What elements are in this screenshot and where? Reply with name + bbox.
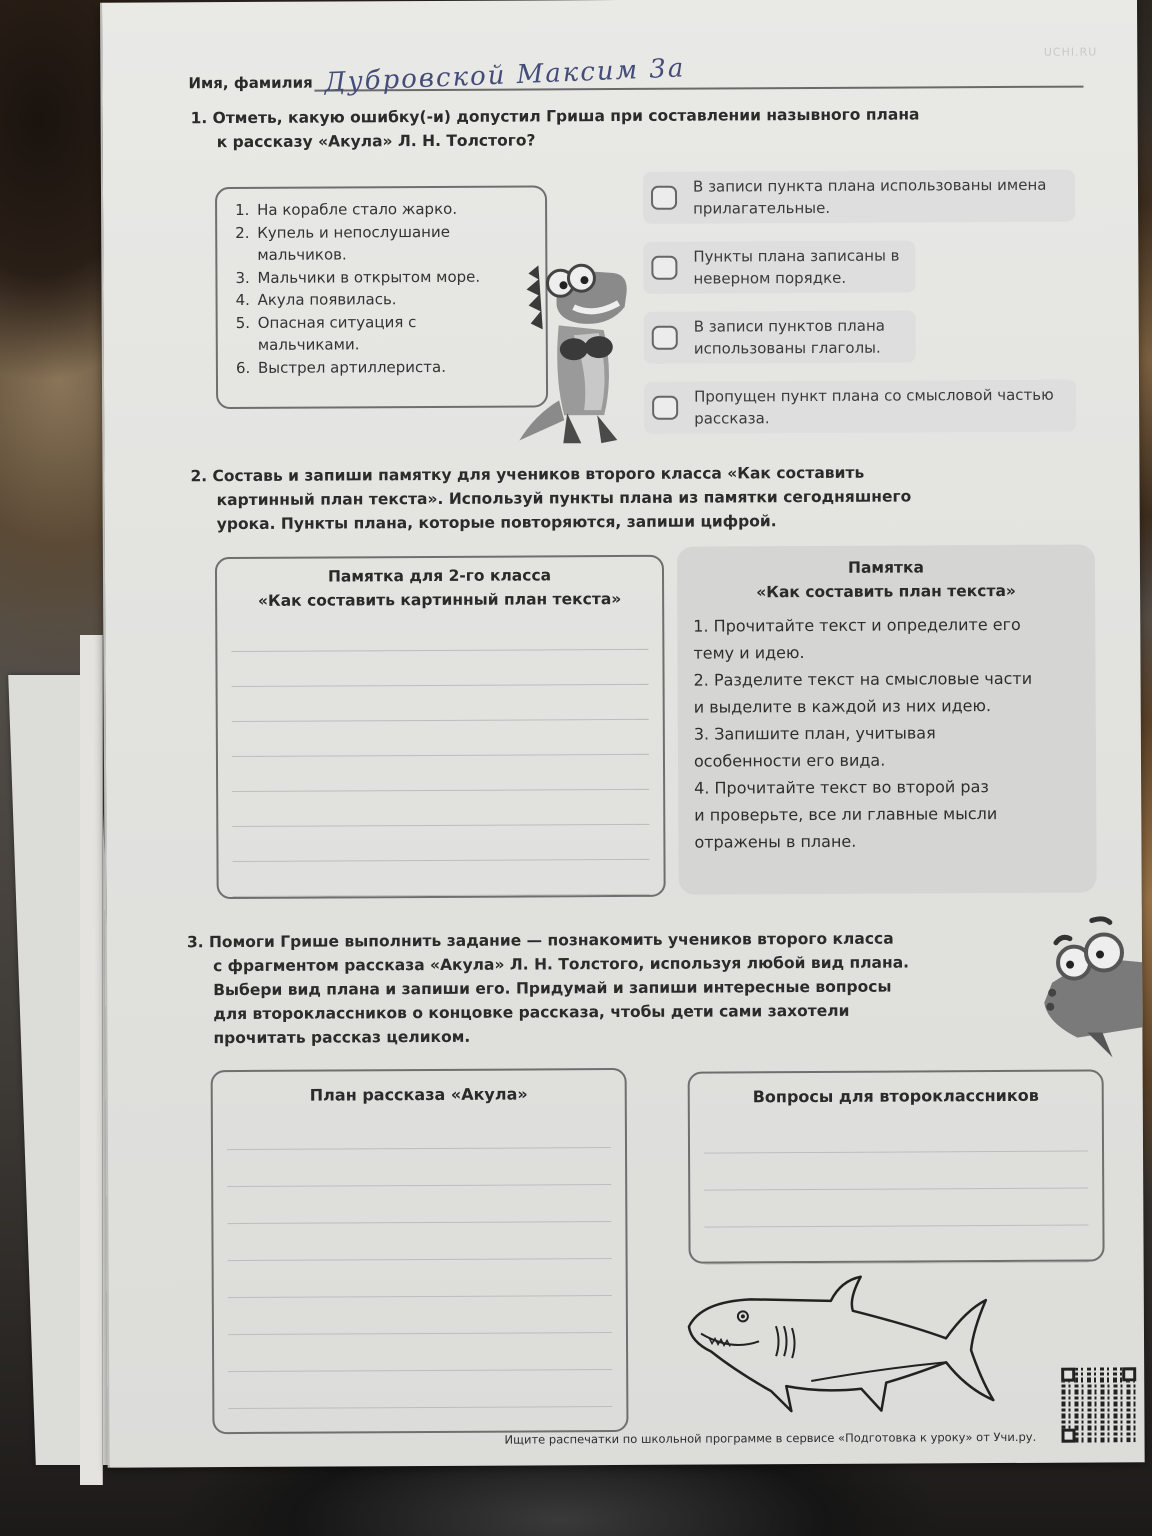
option-label: Пункты плана записаны в неверном порядке. bbox=[693, 246, 900, 288]
plan-item bbox=[236, 355, 546, 379]
task-1-line: Отметь, какую ошибку(-и) допустил Гриша при составлении назывного плана bbox=[212, 105, 920, 128]
qr-finder-icon bbox=[1061, 1429, 1075, 1443]
option-checkbox[interactable] bbox=[652, 396, 678, 420]
task-3-line: для второклассников о концовке рассказа, чтобы дети сами захотели bbox=[213, 1001, 850, 1024]
plan-item bbox=[236, 287, 546, 311]
memo-title-line: Памятка bbox=[847, 558, 925, 577]
answer-option[interactable] bbox=[643, 240, 915, 293]
answer-option[interactable] bbox=[644, 310, 916, 363]
memo-line: отражены в плане. bbox=[694, 831, 857, 852]
plan-item-number: 4. bbox=[235, 290, 250, 310]
underlying-sheet-edge bbox=[80, 635, 103, 1485]
writing-line[interactable] bbox=[704, 1152, 1088, 1191]
grisha-plan-box bbox=[215, 185, 548, 409]
name-row bbox=[188, 53, 1083, 98]
task-3-line: Помоги Грише выполнить задание — познакомить учеников второго класса bbox=[208, 929, 894, 952]
writing-line[interactable] bbox=[228, 1259, 612, 1298]
memo-line: и выделите в каждой из них идею. bbox=[693, 696, 992, 717]
option-checkbox[interactable] bbox=[651, 256, 677, 280]
plan-item-text: Опасная ситуация с мальчиками. bbox=[257, 312, 417, 354]
memo-2nd-grade-box bbox=[215, 555, 666, 899]
plan-writing-lines[interactable] bbox=[213, 1103, 627, 1409]
writing-line[interactable] bbox=[232, 755, 649, 792]
name-field[interactable] bbox=[315, 53, 1084, 98]
writing-line[interactable] bbox=[227, 1185, 611, 1224]
plan-item bbox=[235, 197, 545, 221]
peeking-mascot-icon bbox=[1032, 912, 1143, 1063]
answer-option[interactable] bbox=[644, 380, 1076, 434]
writing-line[interactable] bbox=[232, 825, 649, 862]
task-3-line: Выбери вид плана и запиши его. Придумай и запиши интересные вопросы bbox=[213, 977, 892, 1000]
name-label: Имя, фамилия bbox=[188, 73, 313, 93]
writing-line[interactable] bbox=[227, 1222, 611, 1261]
qr-finder-icon bbox=[1061, 1368, 1075, 1382]
answer-option[interactable] bbox=[643, 170, 1075, 224]
plan-item-number: 2. bbox=[235, 223, 250, 242]
task-2-line: картинный план текста». Используй пункты плана из памятки сегодняшнего bbox=[216, 487, 912, 510]
task-1-line: к рассказу «Акула» Л. Н. Толстого? bbox=[216, 131, 536, 152]
memo-line: 3. Запишите план, учитывая bbox=[693, 723, 936, 744]
memo-title-line: «Как составить план текста» bbox=[756, 581, 1016, 602]
task-1-number: 1. bbox=[190, 109, 208, 128]
crocodile-mascot-icon bbox=[518, 245, 639, 446]
plan-item-number: 5. bbox=[235, 313, 251, 332]
plan-item-number: 6. bbox=[235, 358, 251, 377]
task-2-line: Составь и запиши памятку для учеников второго класса «Как составить bbox=[212, 463, 865, 486]
task-2-line: урока. Пункты плана, которые повторяются, запиши цифрой. bbox=[216, 512, 777, 534]
task-3-prompt bbox=[187, 926, 1048, 1051]
plan-item-text: Акула появилась. bbox=[257, 290, 397, 309]
task-3-line: с фрагментом рассказа «Акула» Л. Н. Толстого, используя любой вид плана. bbox=[213, 953, 910, 976]
writing-line[interactable] bbox=[228, 1370, 612, 1409]
memo-2nd-grade-title bbox=[217, 557, 662, 613]
task-2-prompt bbox=[190, 460, 1090, 537]
reference-memo-steps bbox=[693, 611, 1080, 856]
writing-line[interactable] bbox=[231, 650, 648, 687]
writing-line[interactable] bbox=[228, 1296, 612, 1335]
plan-item bbox=[236, 310, 546, 357]
option-label: В записи пункта плана использованы имена прилагательные. bbox=[692, 175, 1047, 218]
memo-line: 4. Прочитайте текст во второй раз bbox=[694, 777, 989, 798]
plan-item-text: Купель и непослушание мальчиков. bbox=[257, 222, 450, 264]
memo-line: особенности его вида. bbox=[693, 750, 886, 771]
option-checkbox[interactable] bbox=[652, 326, 678, 350]
reference-memo-panel bbox=[677, 545, 1097, 895]
reference-memo-title bbox=[693, 555, 1079, 605]
writing-line[interactable] bbox=[228, 1333, 612, 1372]
qr-finder-icon bbox=[1122, 1367, 1136, 1381]
writing-line[interactable] bbox=[232, 720, 649, 757]
plan-item-text: На корабле стало жарко. bbox=[257, 199, 458, 219]
questions-writing-lines[interactable] bbox=[690, 1104, 1103, 1264]
answer-options bbox=[643, 170, 1094, 444]
writing-line[interactable] bbox=[704, 1189, 1088, 1228]
plan-item-text: Выстрел артиллериста. bbox=[257, 357, 447, 377]
option-label: Пропущен пункт плана со смысловой частью рассказа. bbox=[694, 385, 1054, 428]
writing-line[interactable] bbox=[232, 790, 649, 827]
memo-title-line: Памятка для 2-го класса bbox=[327, 566, 552, 586]
watermark: UCHI.RU bbox=[1043, 45, 1098, 59]
memo-line: 1. Прочитайте текст и определите его bbox=[693, 614, 1021, 636]
task-3-number: 3. bbox=[186, 933, 204, 952]
story-plan-box bbox=[211, 1068, 629, 1434]
plan-item-text: Мальчики в открытом море. bbox=[257, 267, 481, 287]
memo-line: 2. Разделите текст на смысловые части bbox=[693, 668, 1033, 690]
memo-line: тему и идею. bbox=[693, 643, 805, 663]
memo-line: и проверьте, все ли главные мысли bbox=[694, 804, 998, 825]
task-2-number: 2. bbox=[190, 467, 208, 486]
task-1-prompt bbox=[191, 102, 1091, 155]
writing-line[interactable] bbox=[227, 1148, 611, 1187]
writing-line[interactable] bbox=[704, 1115, 1088, 1154]
plan-item-number: 3. bbox=[235, 268, 250, 287]
memo-title-line: «Как составить картинный план текста» bbox=[257, 589, 622, 610]
questions-box bbox=[688, 1069, 1105, 1263]
plan-item bbox=[235, 265, 545, 289]
handwritten-name: Дубровской Максим 3а bbox=[324, 53, 687, 98]
writing-line[interactable] bbox=[227, 1111, 611, 1150]
story-plan-title: План рассказа «Акула» bbox=[309, 1084, 528, 1105]
worksheet-page bbox=[100, 0, 1145, 1468]
memo-writing-lines[interactable] bbox=[217, 611, 663, 897]
plan-item-number: 1. bbox=[235, 200, 250, 220]
footer-note: Ищите распечатки по школьной программе в сервисе «Подготовка к уроку» от Учи.ру. bbox=[504, 1429, 1037, 1447]
option-label: В записи пунктов плана использованы глаголы. bbox=[693, 316, 885, 358]
task-3-line: прочитать рассказ целиком. bbox=[213, 1027, 471, 1048]
writing-line[interactable] bbox=[233, 860, 650, 897]
option-checkbox[interactable] bbox=[651, 186, 677, 210]
writing-line[interactable] bbox=[704, 1226, 1088, 1265]
plan-item bbox=[235, 220, 545, 267]
shark-illustration-icon bbox=[681, 1270, 1012, 1432]
writing-line[interactable] bbox=[232, 685, 649, 722]
questions-title: Вопросы для второклассников bbox=[752, 1085, 1039, 1107]
writing-line[interactable] bbox=[231, 615, 648, 652]
